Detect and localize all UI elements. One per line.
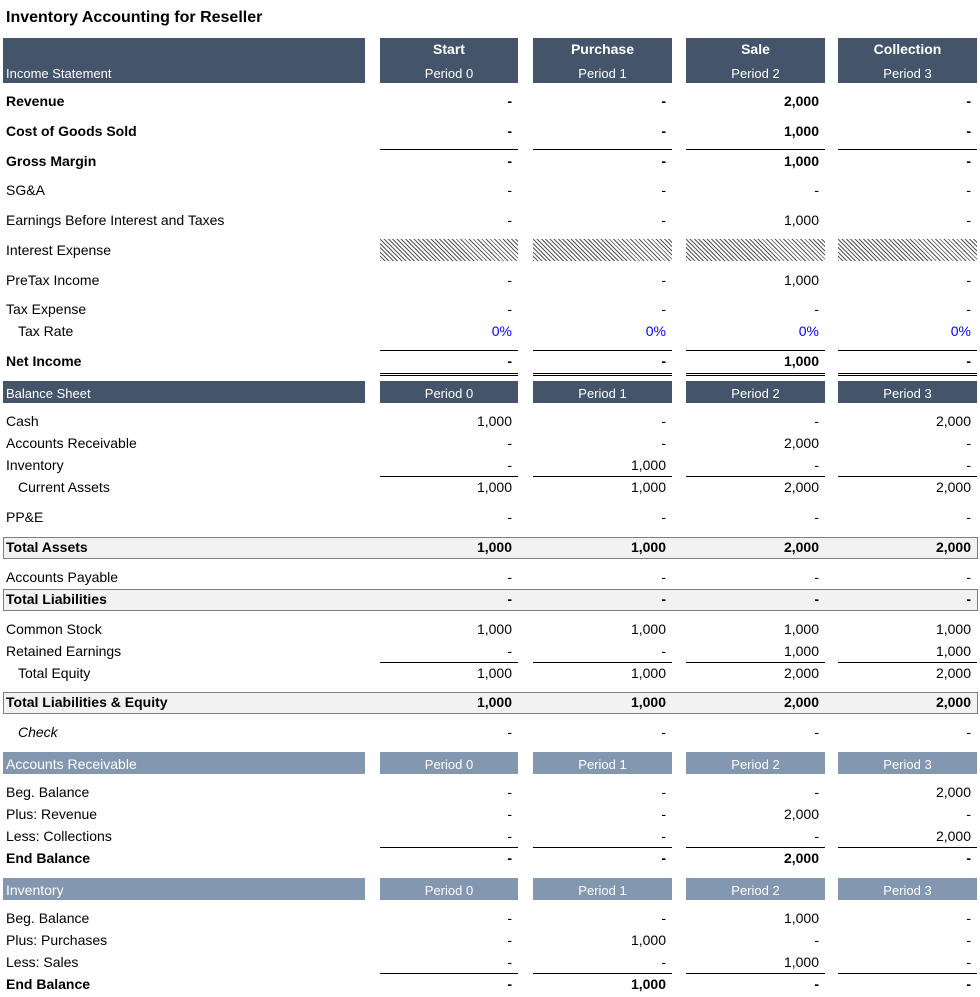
income-statement-header-label: Income Statement <box>6 66 112 81</box>
net-income-value[interactable]: - <box>966 353 971 369</box>
period-label-1: Period 1 <box>578 757 627 772</box>
double-underline <box>838 373 977 374</box>
underline <box>686 350 825 351</box>
total-liabilities-value[interactable]: - <box>814 591 819 607</box>
column-name-0: Start <box>433 41 465 57</box>
cost-of-goods-sold-value[interactable]: 1,000 <box>783 123 819 139</box>
tax-expense-value[interactable]: - <box>966 301 971 317</box>
ar-beg-balance-value[interactable]: 2,000 <box>935 784 971 800</box>
gross-margin-label: Gross Margin <box>6 153 97 169</box>
inventory-value[interactable]: - <box>507 457 512 473</box>
double-underline <box>838 375 977 376</box>
period-label-3: Period 3 <box>883 757 932 772</box>
sga-label: SG&A <box>6 182 45 198</box>
underline <box>838 662 977 663</box>
underline <box>686 476 825 477</box>
ar-less-collections-value[interactable]: - <box>507 828 512 844</box>
period-label-0: Period 0 <box>424 66 474 81</box>
ar-schedule-period-header-3 <box>838 752 977 774</box>
period-label-3: Period 3 <box>883 386 932 401</box>
ar-schedule-period-header-2 <box>686 752 825 774</box>
underline <box>380 149 518 150</box>
ar-beg-balance-label: Beg. Balance <box>6 784 90 800</box>
sga-value[interactable]: - <box>814 182 819 198</box>
common-stock-label: Common Stock <box>6 621 102 637</box>
ar-schedule-header-label: Accounts Receivable <box>6 756 137 772</box>
inv-plus-purchases-value[interactable]: - <box>966 932 971 948</box>
inventory-value[interactable]: - <box>814 457 819 473</box>
common-stock-value[interactable]: 1,000 <box>935 621 971 637</box>
underline <box>380 847 518 848</box>
balance-sheet-header <box>3 381 365 403</box>
income-statement-period-header-2 <box>686 38 825 83</box>
check-value[interactable]: - <box>507 724 512 740</box>
period-label-1: Period 1 <box>578 66 627 81</box>
inv-end-balance-value[interactable]: - <box>814 976 819 992</box>
accounts-payable-value[interactable]: - <box>661 569 666 585</box>
period-label-2: Period 2 <box>731 883 780 898</box>
inventory-schedule-period-header-2 <box>686 878 825 900</box>
inventory-schedule-header-label: Inventory <box>6 882 64 898</box>
inv-less-sales-value[interactable]: - <box>661 954 666 970</box>
inv-beg-balance-label: Beg. Balance <box>6 910 90 926</box>
balance-sheet-period-header-2 <box>686 381 825 403</box>
gross-margin-value[interactable]: - <box>661 153 666 169</box>
column-name-3: Collection <box>873 41 942 57</box>
ar-end-balance-value[interactable]: - <box>661 850 666 866</box>
revenue-value[interactable]: - <box>966 93 971 109</box>
check-value[interactable]: - <box>661 724 666 740</box>
underline <box>838 973 977 974</box>
underline <box>838 847 977 848</box>
underline <box>380 350 518 351</box>
inventory-value[interactable]: - <box>966 457 971 473</box>
inventory-schedule-period-header-0 <box>380 878 518 900</box>
ppe-value[interactable]: - <box>966 509 971 525</box>
inv-less-sales-label: Less: Sales <box>6 954 79 970</box>
hatched-cell <box>380 239 518 261</box>
check-label: Check <box>18 724 58 740</box>
current-assets-label: Current Assets <box>18 479 110 495</box>
tax-rate-value[interactable]: 0% <box>950 323 971 339</box>
period-label-0: Period 0 <box>424 386 474 401</box>
inv-less-sales-value[interactable]: 1,000 <box>783 954 819 970</box>
cost-of-goods-sold-value[interactable]: - <box>507 123 512 139</box>
inv-plus-purchases-value[interactable]: 1,000 <box>630 932 666 948</box>
total-liabilities-value[interactable]: - <box>661 591 666 607</box>
ar-less-collections-label: Less: Collections <box>6 828 112 844</box>
ebit-value[interactable]: - <box>507 212 512 228</box>
gross-margin-value[interactable]: - <box>507 153 512 169</box>
inv-end-balance-value[interactable]: - <box>966 976 971 992</box>
ar-less-collections-value[interactable]: 2,000 <box>935 828 971 844</box>
revenue-value[interactable]: - <box>661 93 666 109</box>
tax-rate-value[interactable]: 0% <box>491 323 512 339</box>
inv-less-sales-value[interactable]: - <box>507 954 512 970</box>
double-underline <box>686 373 825 374</box>
inv-beg-balance-value[interactable]: - <box>966 910 971 926</box>
period-label-0: Period 0 <box>424 757 474 772</box>
ar-plus-revenue-value[interactable]: 2,000 <box>783 806 819 822</box>
balance-sheet-header-label: Balance Sheet <box>6 386 91 401</box>
underline <box>380 476 518 477</box>
retained-earnings-value[interactable]: 1,000 <box>783 643 819 659</box>
underline <box>838 350 977 351</box>
total-assets-label: Total Assets <box>6 539 88 555</box>
revenue-label: Revenue <box>6 93 65 109</box>
current-assets-value[interactable]: 1,000 <box>630 479 666 495</box>
balance-sheet-period-header-3 <box>838 381 977 403</box>
tax-rate-value[interactable]: 0% <box>645 323 666 339</box>
total-liabilities-value[interactable]: - <box>507 591 512 607</box>
interest-expense-label: Interest Expense <box>6 242 112 258</box>
double-underline <box>533 373 672 374</box>
inv-plus-purchases-label: Plus: Purchases <box>6 932 108 948</box>
period-label-3: Period 3 <box>883 883 932 898</box>
balance-sheet-period-header-1 <box>533 381 672 403</box>
period-label-2: Period 2 <box>731 757 780 772</box>
inv-plus-purchases-value[interactable]: - <box>507 932 512 948</box>
accounts-receivable-value[interactable]: - <box>661 435 666 451</box>
double-underline <box>686 375 825 376</box>
column-name-1: Purchase <box>570 41 635 57</box>
underline <box>686 149 825 150</box>
total-liabilities-equity-value[interactable]: 1,000 <box>630 694 666 710</box>
column-name-2: Sale <box>741 41 770 57</box>
inv-beg-balance-value[interactable]: 1,000 <box>783 910 819 926</box>
cost-of-goods-sold-value[interactable]: - <box>966 123 971 139</box>
ebit-value[interactable]: - <box>661 212 666 228</box>
period-label-1: Period 1 <box>578 883 627 898</box>
total-assets-value[interactable]: 2,000 <box>783 539 819 555</box>
inv-less-sales-value[interactable]: - <box>966 954 971 970</box>
pretax-income-value[interactable]: - <box>966 272 971 288</box>
underline <box>533 149 672 150</box>
common-stock-value[interactable]: 1,000 <box>783 621 819 637</box>
hatched-cell <box>838 239 977 261</box>
ar-less-collections-value[interactable]: - <box>814 828 819 844</box>
ar-beg-balance-value[interactable]: - <box>507 784 512 800</box>
gross-margin-value[interactable]: 1,000 <box>783 153 819 169</box>
tax-rate-label: Tax Rate <box>18 323 74 339</box>
cash-value[interactable]: - <box>814 413 819 429</box>
check-value[interactable]: - <box>814 724 819 740</box>
accounts-receivable-value[interactable]: - <box>966 435 971 451</box>
hatched-cell <box>686 239 825 261</box>
total-liabilities-equity-label: Total Liabilities & Equity <box>6 694 168 710</box>
net-income-value[interactable]: 1,000 <box>783 353 819 369</box>
inventory-schedule-period-header-1 <box>533 878 672 900</box>
total-equity-value[interactable]: 2,000 <box>783 665 819 681</box>
retained-earnings-value[interactable]: 1,000 <box>935 643 971 659</box>
ar-beg-balance-value[interactable]: - <box>814 784 819 800</box>
accounts-receivable-value[interactable]: 2,000 <box>783 435 819 451</box>
pretax-income-value[interactable]: - <box>661 272 666 288</box>
income-statement-period-header-0 <box>380 38 518 83</box>
inv-end-balance-value[interactable]: - <box>507 976 512 992</box>
underline <box>533 973 672 974</box>
ppe-value[interactable]: - <box>661 509 666 525</box>
sga-value[interactable]: - <box>507 182 512 198</box>
total-liabilities-label: Total Liabilities <box>6 591 107 607</box>
total-liabilities-equity-value[interactable]: 2,000 <box>935 694 971 710</box>
cash-value[interactable]: 2,000 <box>935 413 971 429</box>
total-assets-value[interactable]: 1,000 <box>630 539 666 555</box>
underline <box>380 662 518 663</box>
revenue-value[interactable]: 2,000 <box>783 93 819 109</box>
retained-earnings-label: Retained Earnings <box>6 643 122 659</box>
inv-plus-purchases-value[interactable]: - <box>814 932 819 948</box>
ppe-label: PP&E <box>6 509 44 525</box>
ar-plus-revenue-value[interactable]: - <box>507 806 512 822</box>
ar-less-collections-value[interactable]: - <box>661 828 666 844</box>
retained-earnings-value[interactable]: - <box>507 643 512 659</box>
sga-value[interactable]: - <box>661 182 666 198</box>
pretax-income-value[interactable]: - <box>507 272 512 288</box>
ppe-value[interactable]: - <box>507 509 512 525</box>
ar-schedule-period-header-1 <box>533 752 672 774</box>
underline <box>686 662 825 663</box>
accounts-receivable-value[interactable]: - <box>507 435 512 451</box>
ar-plus-revenue-label: Plus: Revenue <box>6 806 98 822</box>
double-underline <box>380 373 518 374</box>
inventory-label: Inventory <box>6 457 64 473</box>
tax-rate-value[interactable]: 0% <box>798 323 819 339</box>
retained-earnings-value[interactable]: - <box>661 643 666 659</box>
total-liabilities-equity-value[interactable]: 2,000 <box>783 694 819 710</box>
period-label-2: Period 2 <box>731 66 780 81</box>
ebit-value[interactable]: - <box>966 212 971 228</box>
income-statement-header <box>3 38 365 83</box>
net-income-label: Net Income <box>6 353 82 369</box>
underline <box>686 973 825 974</box>
tax-expense-label: Tax Expense <box>6 301 87 317</box>
check-value[interactable]: - <box>966 724 971 740</box>
ar-end-balance-value[interactable]: 2,000 <box>783 850 819 866</box>
cost-of-goods-sold-label: Cost of Goods Sold <box>6 123 137 139</box>
underline <box>686 847 825 848</box>
tax-expense-value[interactable]: - <box>661 301 666 317</box>
accounts-payable-value[interactable]: - <box>507 569 512 585</box>
ar-end-balance-value[interactable]: - <box>507 850 512 866</box>
underline <box>533 476 672 477</box>
total-equity-value[interactable]: 1,000 <box>476 665 512 681</box>
double-underline <box>380 375 518 376</box>
sheet-title: Inventory Accounting for Reseller <box>6 9 263 26</box>
inv-beg-balance-value[interactable]: - <box>507 910 512 926</box>
tax-expense-value[interactable]: - <box>507 301 512 317</box>
common-stock-value[interactable]: 1,000 <box>630 621 666 637</box>
underline <box>533 350 672 351</box>
total-assets-value[interactable]: 2,000 <box>935 539 971 555</box>
total-liabilities-equity-value[interactable]: 1,000 <box>476 694 512 710</box>
revenue-value[interactable]: - <box>507 93 512 109</box>
double-underline <box>533 375 672 376</box>
hatched-cell <box>533 239 672 261</box>
period-label-2: Period 2 <box>731 386 780 401</box>
common-stock-value[interactable]: 1,000 <box>476 621 512 637</box>
underline <box>533 662 672 663</box>
total-assets-value[interactable]: 1,000 <box>476 539 512 555</box>
inventory-value[interactable]: 1,000 <box>630 457 666 473</box>
underline <box>533 847 672 848</box>
period-label-0: Period 0 <box>424 883 474 898</box>
ar-schedule-header <box>3 752 365 774</box>
pretax-income-value[interactable]: 1,000 <box>783 272 819 288</box>
current-assets-value[interactable]: 2,000 <box>783 479 819 495</box>
income-statement-period-header-3 <box>838 38 977 83</box>
ar-end-balance-value[interactable]: - <box>966 850 971 866</box>
pretax-income-label: PreTax Income <box>6 272 100 288</box>
cash-value[interactable]: 1,000 <box>476 413 512 429</box>
ar-plus-revenue-value[interactable]: - <box>661 806 666 822</box>
accounts-payable-value[interactable]: - <box>814 569 819 585</box>
accounts-payable-value[interactable]: - <box>966 569 971 585</box>
income-statement-period-header-1 <box>533 38 672 83</box>
ar-plus-revenue-value[interactable]: - <box>966 806 971 822</box>
sga-value[interactable]: - <box>966 182 971 198</box>
gross-margin-value[interactable]: - <box>966 153 971 169</box>
balance-sheet-period-header-0 <box>380 381 518 403</box>
underline <box>380 973 518 974</box>
accounts-receivable-label: Accounts Receivable <box>6 435 137 451</box>
current-assets-value[interactable]: 1,000 <box>476 479 512 495</box>
net-income-value[interactable]: - <box>661 353 666 369</box>
inv-beg-balance-value[interactable]: - <box>661 910 666 926</box>
underline <box>838 476 977 477</box>
ar-beg-balance-value[interactable]: - <box>661 784 666 800</box>
ar-schedule-period-header-0 <box>380 752 518 774</box>
period-label-3: Period 3 <box>883 66 932 81</box>
ppe-value[interactable]: - <box>814 509 819 525</box>
ebit-label: Earnings Before Interest and Taxes <box>6 212 225 228</box>
net-income-value[interactable]: - <box>507 353 512 369</box>
period-label-1: Period 1 <box>578 386 627 401</box>
accounts-payable-label: Accounts Payable <box>6 569 119 585</box>
total-equity-label: Total Equity <box>18 665 91 681</box>
current-assets-value[interactable]: 2,000 <box>935 479 971 495</box>
ar-end-balance-label: End Balance <box>6 850 91 866</box>
ebit-value[interactable]: 1,000 <box>783 212 819 228</box>
total-equity-value[interactable]: 2,000 <box>935 665 971 681</box>
cash-value[interactable]: - <box>661 413 666 429</box>
inv-end-balance-label: End Balance <box>6 976 91 992</box>
cash-label: Cash <box>6 413 39 429</box>
inventory-schedule-header <box>3 878 365 900</box>
total-equity-value[interactable]: 1,000 <box>630 665 666 681</box>
tax-expense-value[interactable]: - <box>814 301 819 317</box>
total-liabilities-value[interactable]: - <box>966 591 971 607</box>
underline <box>838 149 977 150</box>
cost-of-goods-sold-value[interactable]: - <box>661 123 666 139</box>
inv-end-balance-value[interactable]: 1,000 <box>630 976 666 992</box>
inventory-schedule-period-header-3 <box>838 878 977 900</box>
